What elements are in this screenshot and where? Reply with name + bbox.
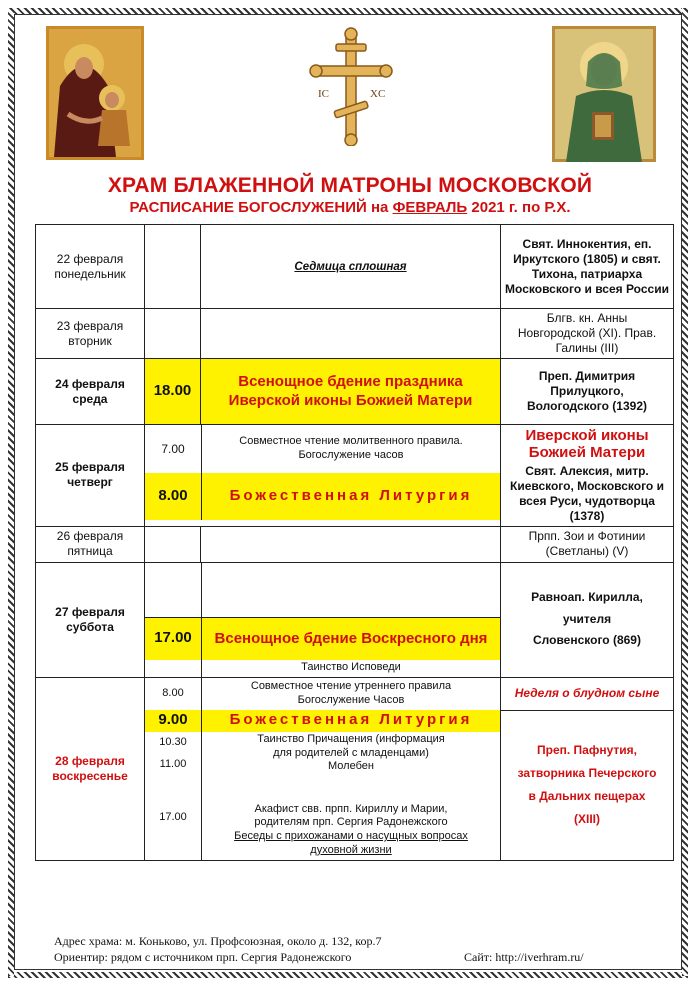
- time-cell: [145, 309, 201, 359]
- subtitle-suffix: 2021 г. по Р.Х.: [467, 199, 571, 216]
- week-label: Неделя о блудном сыне: [501, 678, 673, 711]
- day-date: 25 февраля: [55, 460, 125, 475]
- subtitle-prefix: РАСПИСАНИЕ БОГОСЛУЖЕНИЙ на: [129, 199, 393, 216]
- day-date: 27 февраля: [55, 604, 125, 619]
- day-weekday: понедельник: [54, 266, 126, 281]
- saint-text-line: в Дальних пещерах: [528, 789, 646, 803]
- service-time: 11.00: [159, 757, 187, 770]
- service-text: Седмица сплошная: [294, 260, 407, 273]
- time-cell: [145, 526, 201, 562]
- service-text-line: для родителей с младенцами): [273, 746, 429, 759]
- saint-text: Свят. Иннокентия, еп. Иркутского (1805) и свят. Тихона, патриарха Московского и всея России: [505, 236, 669, 296]
- service-block: [145, 562, 501, 677]
- saint-cell: [501, 359, 674, 425]
- service-text: Божественная Литургия: [202, 710, 500, 732]
- service-text: Всенощное бдение Воскресного дня: [202, 618, 500, 660]
- service-time: 17.00: [145, 618, 202, 660]
- theotokos-icon: [46, 26, 144, 160]
- service-block: [145, 425, 501, 527]
- table-row: [36, 562, 674, 677]
- day-date: 28 февраля: [55, 753, 125, 768]
- subtitle-month: ФЕВРАЛЬ: [392, 199, 468, 216]
- table-row: [36, 225, 674, 309]
- day-cell: [36, 677, 145, 860]
- schedule-table: [35, 224, 674, 861]
- border-bottom-pattern: [8, 972, 688, 978]
- service-line: [145, 660, 500, 677]
- day-weekday: вторник: [68, 333, 112, 348]
- service-line: [145, 425, 500, 473]
- saint-text: Свят. Алексия, митр. Киевского, Московского и всея Руси, чудотворца (1378): [510, 463, 664, 523]
- footer-address: Адрес храма: м. Коньково, ул. Профсоюзная, около д. 132, кор.7: [54, 934, 382, 948]
- service-time: 7.00: [145, 425, 202, 473]
- service-time: 18.00: [153, 382, 192, 400]
- service-time: 8.00: [145, 678, 202, 710]
- service-cell: [201, 526, 501, 562]
- saint-text: Преп. Димитрия Прилуцкого, Вологодского (1392): [526, 369, 647, 413]
- saint-text-line: Равноап. Кирилла,: [531, 590, 643, 605]
- saint-text: Блгв. кн. Анны Новгородской (XI). Прав. Галины (III): [517, 311, 657, 355]
- day-date: 23 февраля: [56, 318, 124, 333]
- border-right-pattern: [682, 8, 688, 976]
- saint-cell: [501, 562, 674, 677]
- saint-cell: [501, 526, 674, 562]
- page-title: ХРАМ БЛАЖЕННОЙ МАТРОНЫ МОСКОВСКОЙ: [107, 174, 593, 197]
- service-text: [202, 678, 500, 710]
- table-row: [36, 359, 674, 425]
- service-line: [145, 678, 500, 710]
- matrona-icon: [552, 26, 656, 162]
- day-weekday: четверг: [67, 475, 113, 490]
- day-date: 22 февраля: [56, 251, 124, 266]
- service-line: [145, 617, 500, 660]
- service-cell: [201, 359, 501, 425]
- service-subtext: Таинство Исповеди: [301, 661, 401, 674]
- saint-cell: [501, 425, 674, 527]
- saint-cell: [501, 309, 674, 359]
- service-time: 8.00: [145, 473, 202, 520]
- day-cell: [36, 562, 145, 677]
- service-text-line: Совместное чтение утреннего правила: [250, 679, 452, 692]
- service-cell: [201, 225, 501, 309]
- service-text-line: Таинство Причащения (информация: [257, 732, 445, 745]
- saint-text-line: Преп. Пафнутия,: [536, 743, 637, 758]
- time-cell: [145, 225, 201, 309]
- service-line: [145, 776, 500, 860]
- service-time: 9.00: [145, 710, 202, 732]
- service-text-line: Совместное чтение молитвенного правила.: [239, 435, 463, 448]
- service-time: 10.30: [159, 735, 187, 748]
- footer-site-link[interactable]: Сайт: http://iverhram.ru/: [464, 950, 584, 964]
- table-row: [36, 526, 674, 562]
- service-text-line: Богослужение Часов: [297, 693, 405, 706]
- day-cell: [36, 309, 145, 359]
- page-subtitle: [0, 199, 700, 216]
- day-weekday: среда: [72, 391, 108, 406]
- service-line: [145, 710, 500, 732]
- day-date: 26 февраля: [56, 529, 124, 543]
- day-weekday: суббота: [66, 619, 114, 634]
- day-cell: [36, 225, 145, 309]
- service-text: Всенощное бдение праздника Иверской иконы Божией Матери: [228, 372, 473, 409]
- service-text-line: Богослужение часов: [298, 449, 404, 461]
- feast-name: Иверской иконы Божией Матери: [525, 427, 649, 462]
- service-text-line: родителям прп. Сергия Радонежского: [254, 816, 448, 829]
- day-weekday: пятница: [67, 544, 113, 558]
- saint-text: Прпп. Зои и Фотинии (Светланы) (V): [528, 529, 646, 558]
- saint-text-line: затворника Печерского: [517, 766, 657, 781]
- day-cell: [36, 526, 145, 562]
- saint-cell: [501, 677, 674, 860]
- day-weekday: воскресенье: [52, 768, 128, 783]
- service-line: [145, 732, 500, 776]
- day-cell: [36, 359, 145, 425]
- service-text-line: Беседы с прихожанами о насущных вопросах: [234, 830, 468, 842]
- service-text: [202, 425, 500, 473]
- service-cell: [201, 309, 501, 359]
- service-line: [145, 563, 500, 617]
- cross-right-inscription: XC: [370, 88, 386, 100]
- table-row: [36, 425, 674, 527]
- saint-text-line: (XIII): [574, 811, 600, 826]
- service-line: [145, 473, 500, 520]
- footer-orientation: Ориентир: рядом с источником прп. Сергия Радонежского: [54, 950, 352, 964]
- table-row: [36, 677, 674, 860]
- service-text-line: Молебен: [328, 760, 374, 773]
- saint-text-line: Словенского (869): [533, 633, 641, 648]
- service-text-line: Акафист свв. прпп. Кириллу и Марии,: [254, 802, 448, 815]
- orthodox-cross-icon: [308, 26, 394, 146]
- saint-cell: [501, 225, 674, 309]
- saint-text-line: учителя: [562, 611, 612, 626]
- day-cell: [36, 425, 145, 527]
- service-text: Божественная Литургия: [202, 473, 500, 520]
- service-text-line: духовной жизни: [310, 843, 392, 856]
- time-cell: [145, 359, 201, 425]
- cross-left-inscription: IC: [318, 88, 329, 100]
- service-time: 17.00: [145, 776, 202, 860]
- table-row: [36, 309, 674, 359]
- service-block: [145, 677, 501, 860]
- day-date: 24 февраля: [55, 376, 125, 391]
